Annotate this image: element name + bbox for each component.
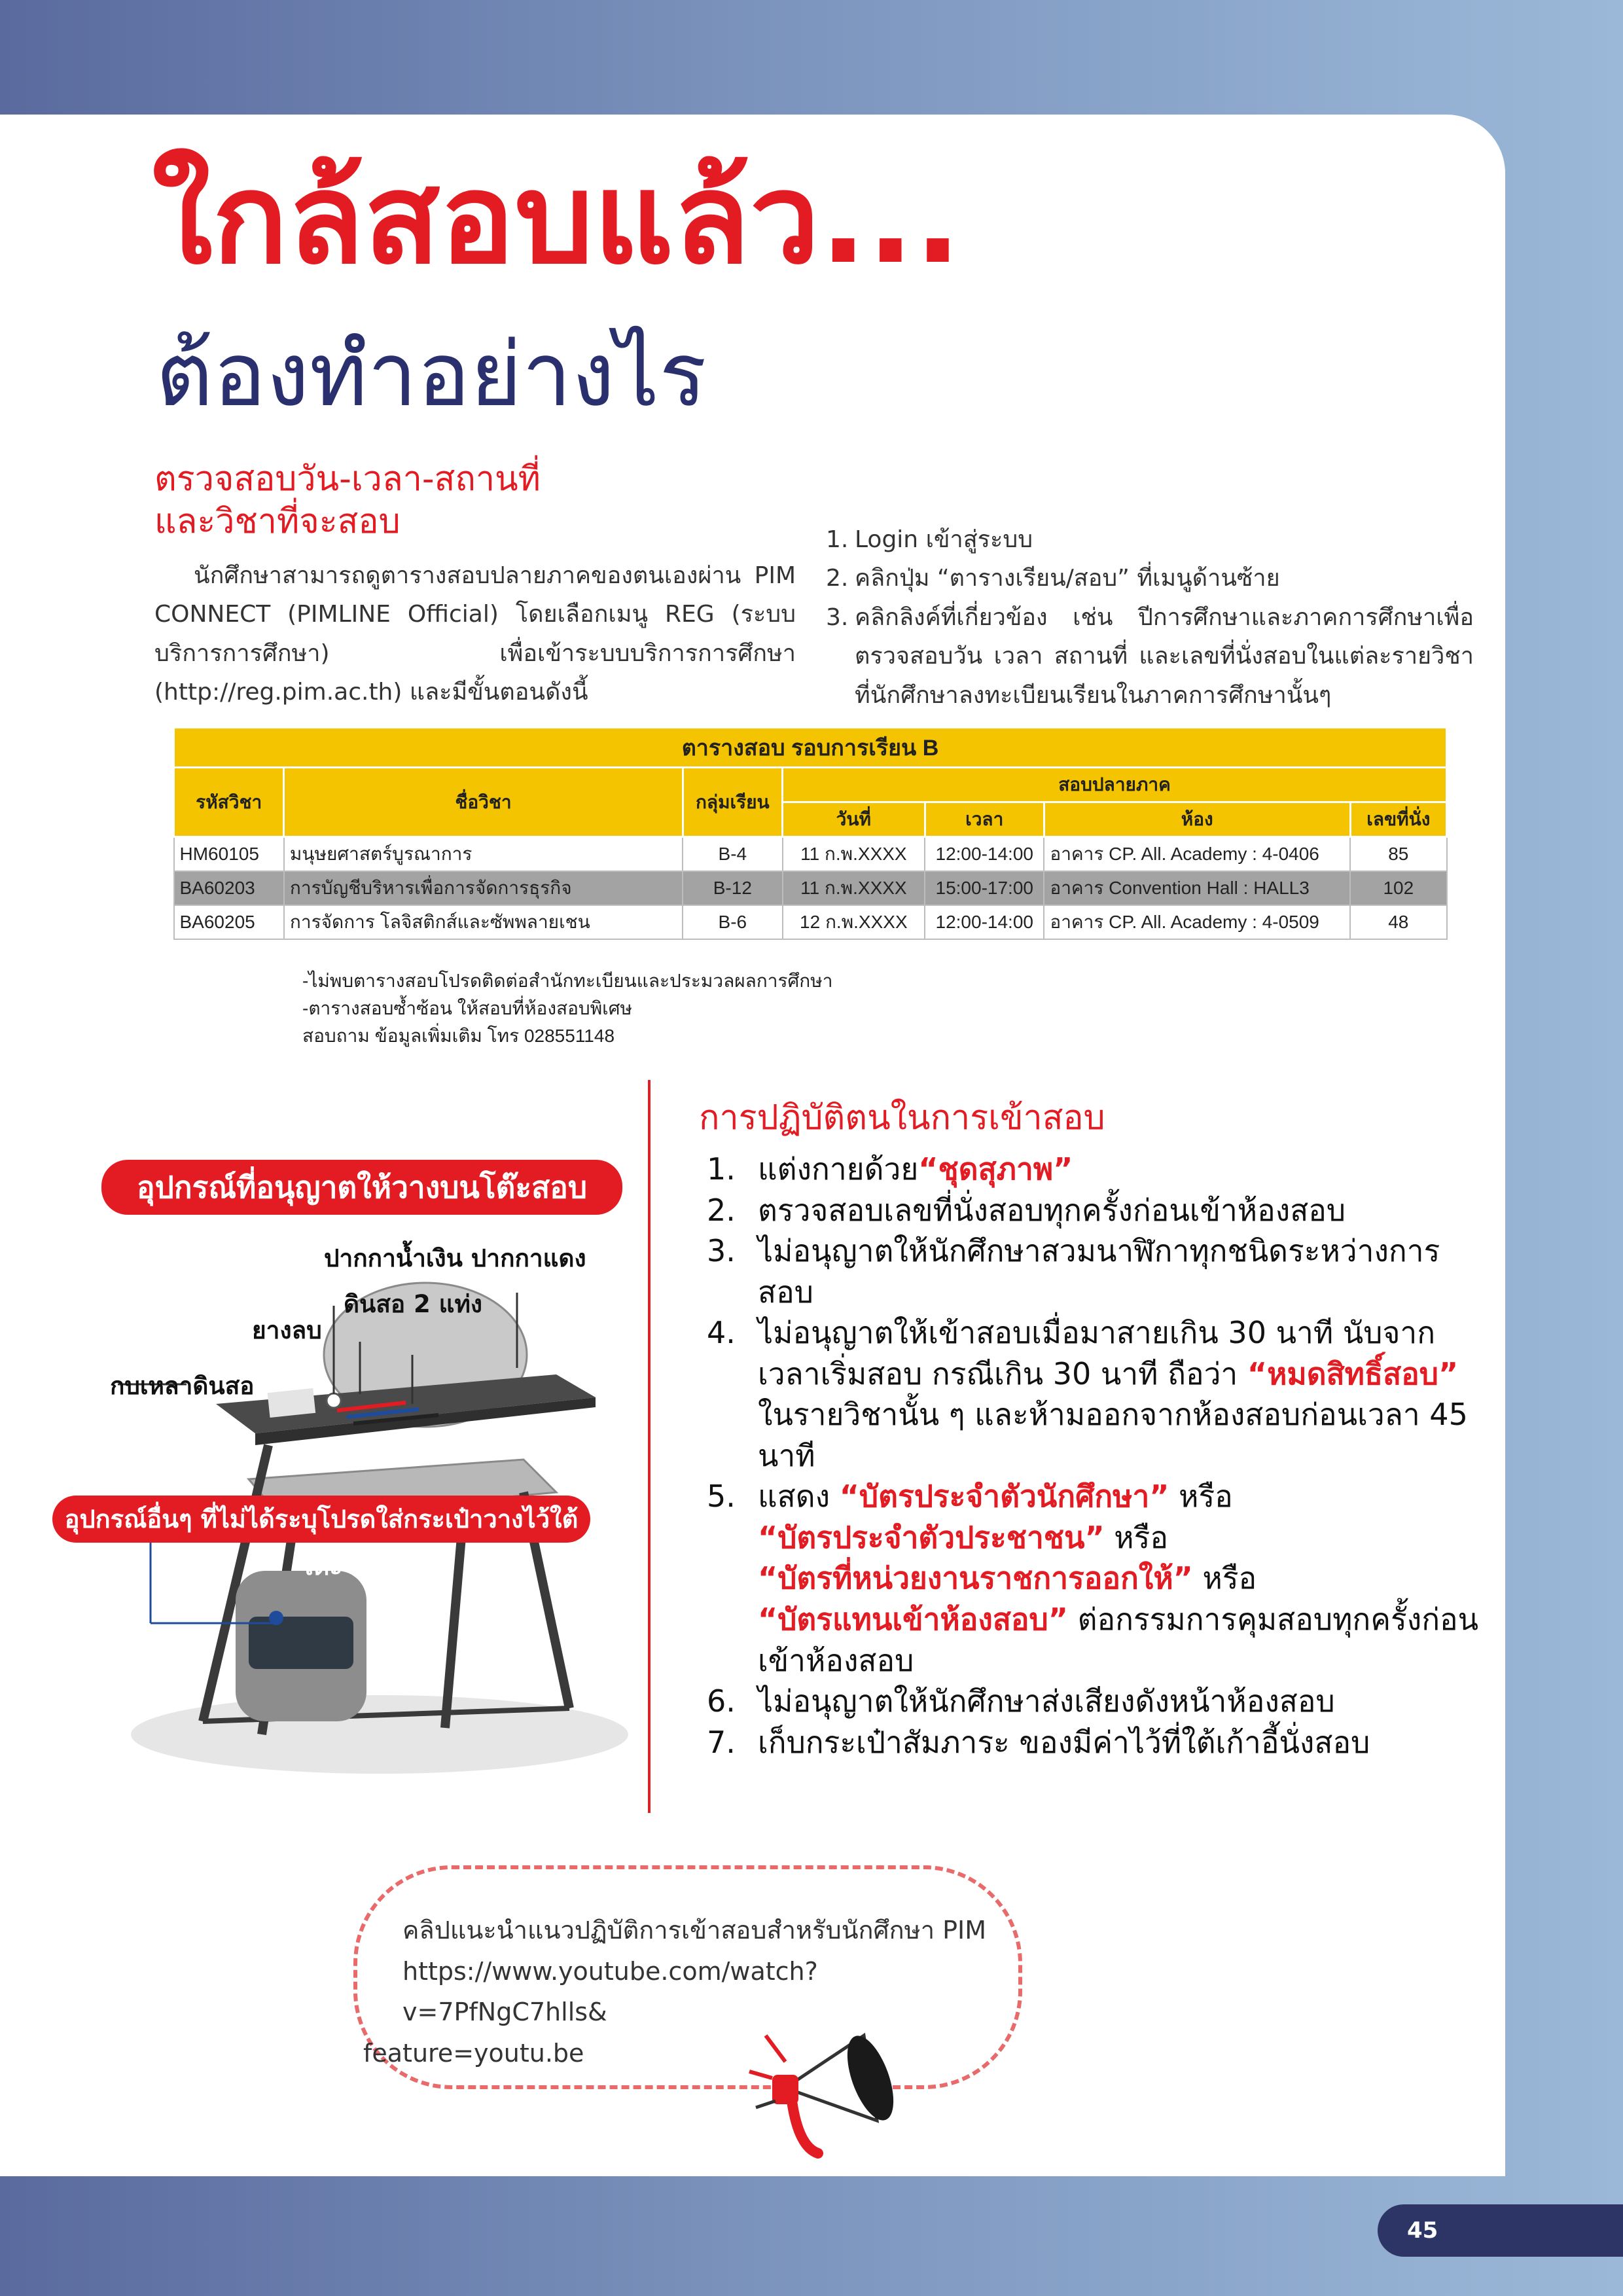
- label-sharpener: กบเหลาดินสอ: [110, 1372, 255, 1400]
- exam-schedule-table: [173, 726, 1448, 940]
- practice-item: [707, 1476, 1479, 1681]
- col-group: กลุ่มเรียน: [683, 768, 783, 837]
- step-text: Login เข้าสู่ระบบ: [855, 526, 1033, 553]
- cell-date: 11 ก.พ.XXXX: [783, 871, 925, 905]
- other-items-note: อุปกรณ์อื่นๆ ที่ไม่ได้ระบุโปรดใส่กระเป๋าวางไว้ใต้โต๊ะ: [52, 1496, 590, 1543]
- table-caption: ตารางสอบ รอบการเรียน B: [174, 728, 1447, 768]
- step-text: คลิกลิงค์ที่เกี่ยวข้อง เช่น ปีการศึกษาและภาคการศึกษาเพื่อตรวจสอบวัน เวลา สถานที่ และเลขที่นั่งสอบในแต่ละรายวิชาที่นักศึกษาลงทะเบียนเรียนในภาคการศึกษานั้นๆ: [855, 603, 1474, 709]
- note-line: -ตารางสอบซ้ำซ้อน ให้สอบที่ห้องสอบพิเศษ: [302, 998, 632, 1018]
- intro-paragraph: นักศึกษาสามารถดูตารางสอบปลายภาคของตนเองผ่าน PIM CONNECT (PIMLINE Official) โดยเลือกเมนู REG (ระบบบริการการศึกษา) เพื่อเข้าระบบบริการการศึกษา (http://reg.pim.ac.th) และมีขั้นตอนดังนี้: [154, 562, 796, 706]
- col-time: เวลา: [925, 802, 1044, 837]
- practice-heading: การปฏิบัติตนในการเข้าสอบ: [699, 1098, 1105, 1138]
- page-subtitle: ต้องทำอย่างไร: [156, 323, 707, 426]
- item-text: ไม่อนุญาตให้นักศึกษาสวมนาฬิกาทุกชนิดระหว่างการสอบ: [758, 1233, 1440, 1310]
- step-item: [826, 520, 1474, 559]
- column-divider: [648, 1080, 651, 1813]
- item-text: หรือ: [1169, 1479, 1233, 1515]
- table-row: [174, 905, 1447, 939]
- note-line: -ไม่พบตารางสอบโปรดติดต่อสำนักทะเบียนและประมวลผลการศึกษา: [302, 971, 833, 991]
- item-emphasis: “บัตรแทนเข้าห้องสอบ”: [758, 1602, 1068, 1638]
- page-number: 45: [1378, 2204, 1623, 2257]
- cell-name: การบัญชีบริหารเพื่อการจัดการธุรกิจ: [284, 871, 683, 905]
- cell-room: อาคาร CP. All. Academy : 4-0406: [1044, 837, 1350, 872]
- item-text: ไม่อนุญาตให้นักศึกษาส่งเสียงดังหน้าห้องสอบ: [758, 1683, 1335, 1719]
- table-row: [174, 837, 1447, 872]
- cell-code: BA60203: [174, 871, 284, 905]
- item-emphasis: “บัตรประจำตัวนักศึกษา”: [839, 1479, 1169, 1515]
- item-number: 3.: [707, 1233, 736, 1269]
- cell-seat: 48: [1350, 905, 1446, 939]
- cell-name: การจัดการ โลจิสติกส์และซัพพลายเชน: [284, 905, 683, 939]
- item-number: 6.: [707, 1683, 736, 1719]
- item-text: ตรวจสอบเลขที่นั่งสอบทุกครั้งก่อนเข้าห้องสอบ: [758, 1192, 1346, 1228]
- cell-date: 12 ก.พ.XXXX: [783, 905, 925, 939]
- label-pencils: ดินสอ 2 แท่ง: [344, 1290, 482, 1318]
- cell-group: B-4: [683, 837, 783, 872]
- practice-item: [707, 1312, 1479, 1476]
- item-text: แต่งกายด้วย: [758, 1151, 919, 1187]
- step-number: 1.: [826, 526, 849, 553]
- col-final-exam: สอบปลายภาค: [783, 768, 1447, 802]
- section-heading-line2: และวิชาที่จะสอบ: [154, 502, 401, 541]
- item-text: แสดง: [758, 1479, 840, 1515]
- cell-date: 11 ก.พ.XXXX: [783, 837, 925, 872]
- practice-item: [707, 1230, 1479, 1312]
- cell-group: B-12: [683, 871, 783, 905]
- item-emphasis: “บัตรที่หน่วยงานราชการออกให้”: [758, 1560, 1193, 1596]
- item-text: ต่อกรรมการคุมสอบทุกครั้งก่อนเข้าห้องสอบ: [758, 1602, 1479, 1678]
- section-heading-check: [154, 458, 541, 543]
- item-text: ในรายวิชานั้น ๆ และห้ามออกจากห้องสอบก่อนเวลา 45 นาที: [758, 1397, 1468, 1473]
- label-eraser: ยางลบ: [252, 1316, 322, 1344]
- item-emphasis: “หมดสิทธิ์สอบ”: [1247, 1355, 1459, 1391]
- step-item: [826, 598, 1474, 715]
- clip-callout-text: [363, 1910, 1018, 2074]
- cell-seat: 102: [1350, 871, 1446, 905]
- steps-list: [826, 520, 1474, 715]
- table-notes: [302, 967, 832, 1050]
- item-text: หรือ: [1192, 1560, 1257, 1596]
- equipment-heading: อุปกรณ์ที่อนุญาตให้วางบนโต๊ะสอบ: [101, 1160, 622, 1215]
- practice-item: [707, 1149, 1479, 1190]
- col-room: ห้อง: [1044, 802, 1350, 837]
- label-pens: ปากกาน้ำเงิน ปากกาแดง: [324, 1244, 586, 1272]
- cell-time: 12:00-14:00: [925, 837, 1044, 872]
- step-number: 2.: [826, 565, 849, 592]
- cell-code: HM60105: [174, 837, 284, 872]
- cell-name: มนุษยศาสตร์บูรณาการ: [284, 837, 683, 872]
- item-emphasis: “บัตรประจำตัวประชาชน”: [758, 1519, 1105, 1555]
- page-title: ใกล้สอบแล้ว...: [152, 147, 962, 291]
- cell-room: อาคาร CP. All. Academy : 4-0509: [1044, 905, 1350, 939]
- section-heading-line1: ตรวจสอบวัน-เวลา-สถานที่: [154, 459, 541, 499]
- item-emphasis: “ชุดสุภาพ”: [918, 1151, 1073, 1187]
- clip-link-continued[interactable]: feature=youtu.be: [363, 2039, 584, 2068]
- cell-code: BA60205: [174, 905, 284, 939]
- practice-item: [707, 1722, 1479, 1763]
- col-course-name: ชื่อวิชา: [284, 768, 683, 837]
- step-text: คลิกปุ่ม “ตารางเรียน/สอบ” ที่เมนูด้านซ้าย: [855, 565, 1280, 592]
- item-text: เก็บกระเป๋าสัมภาระ ของมีค่าไว้ที่ใต้เก้าอี้นั่งสอบ: [758, 1724, 1370, 1760]
- megaphone-icon: [746, 2009, 916, 2166]
- col-seat: เลขที่นั่ง: [1350, 802, 1446, 837]
- item-number: 5.: [707, 1479, 736, 1515]
- note-line: สอบถาม ข้อมูลเพิ่มเติม โทร 028551148: [302, 1026, 615, 1046]
- item-text: ไม่อนุญาตให้เข้าสอบเมื่อมาสายเกิน 30 นาที นับจากเวลาเริ่มสอบ กรณีเกิน 30 นาที ถือว่า: [758, 1315, 1436, 1391]
- item-text: หรือ: [1104, 1519, 1168, 1555]
- cell-group: B-6: [683, 905, 783, 939]
- practice-item: [707, 1681, 1479, 1722]
- cell-time: 12:00-14:00: [925, 905, 1044, 939]
- item-number: 1.: [707, 1151, 736, 1187]
- practice-list: [707, 1149, 1479, 1763]
- cell-time: 15:00-17:00: [925, 871, 1044, 905]
- item-number: 4.: [707, 1315, 736, 1351]
- clip-link[interactable]: https://www.youtube.com/watch?v=7PfNgC7hlls&: [402, 1956, 818, 2027]
- cell-seat: 85: [1350, 837, 1446, 872]
- clip-description: คลิปแนะนำแนวปฏิบัติการเข้าสอบสำหรับนักศึกษา PIM: [402, 1916, 987, 1945]
- step-item: [826, 559, 1474, 598]
- col-date: วันที่: [783, 802, 925, 837]
- step-number: 3.: [826, 603, 849, 631]
- table-row: [174, 871, 1447, 905]
- col-course-code: รหัสวิชา: [174, 768, 284, 837]
- practice-item: [707, 1190, 1479, 1231]
- cell-room: อาคาร Convention Hall : HALL3: [1044, 871, 1350, 905]
- item-number: 2.: [707, 1192, 736, 1228]
- item-number: 7.: [707, 1724, 736, 1760]
